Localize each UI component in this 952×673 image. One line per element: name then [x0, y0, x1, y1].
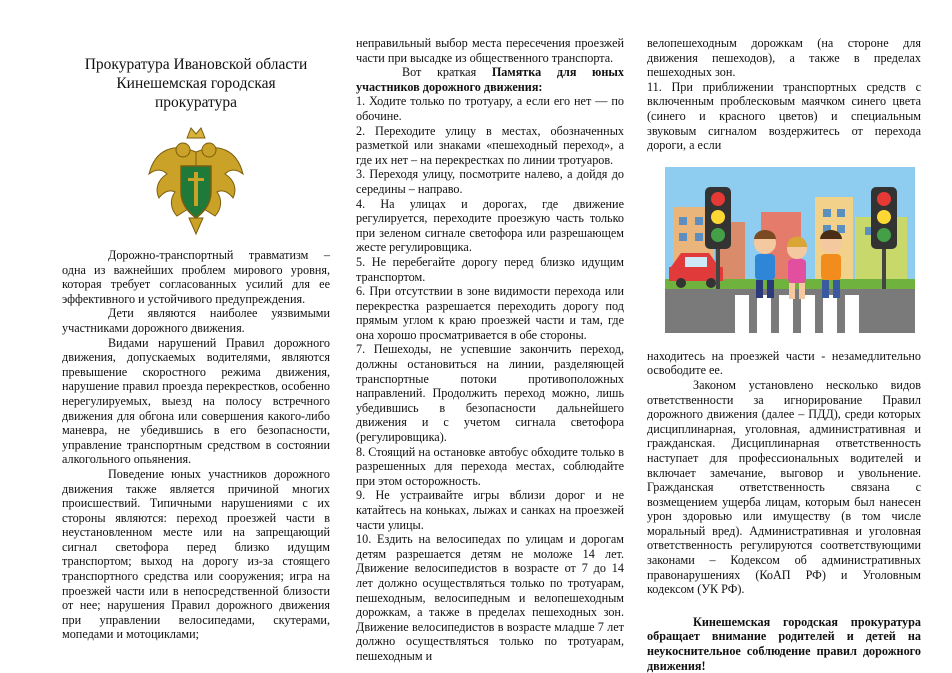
- prosecutor-emblem-icon: [143, 122, 249, 240]
- header-line-3: прокуратура: [154, 94, 238, 111]
- memo-item-10: 10. Ездить на велосипедах по улицам и дорогам детям разрешается детям не моложе 14 лет. Движение велосипедистов в возрасте от 7 до 14 лет должно осуществляться только по тротуарам, пешеходным, велосипедным и велопешеходным дорожкам, а также в пределах пешеходных зон. Движение велосипедистов в возрасте младше 7 лет должно осуществляться только по тротуарам, пешеходным и: [356, 532, 624, 663]
- driver-violations-paragraph: Видами нарушений Правил дорожного движения, допускаемых водителями, являются превышение скоростного режима движения, нарушение правил проезда перекрестков, особенно нерегулируемых, выезд на полосу встречного движения для обгона или совершения какого-либо маневра, не убедившись в его безопасности, управление транспортным средством в состоянии алкогольного опьянения.: [62, 335, 330, 467]
- memo-intro-plain: Вот краткая: [402, 65, 492, 80]
- column-3: [647, 36, 921, 673]
- memo-item-2: 2. Переходите улицу в местах, обозначенных разметкой или знаками «пешеходный переход», а где их нет – на перекрестках по линии тротуаров.: [356, 123, 624, 167]
- memo-item-7: 7. Пешеходы, не успевшие закончить переход, должны остановиться на линии, разделяющей транспортные потоки противоположных направлений. Продолжить переход можно, лишь убедившись в безопасности дальнейшего движения и с учетом сигнала светофора (регулировщика).: [356, 342, 624, 445]
- column-2: [356, 36, 624, 664]
- memo-item-8: 8. Стоящий на остановке автобус обходите только в разрешенных для перехода местах, соблюдайте при этом осторожность.: [356, 444, 624, 488]
- memo-item-9: 9. Не устраивайте игры вблизи дорог и не катайтесь на коньках, лыжах и санках на проезжей части улицы.: [356, 488, 624, 532]
- continuation-paragraph-3: велопешеходным дорожкам (на стороне для движения пешеходов), а также в пределах пешеходных зон.: [647, 36, 921, 80]
- children-vulnerable-paragraph: Дети являются наиболее уязвимыми участниками дорожного движения.: [62, 306, 330, 335]
- header-line-1: Прокуратура Ивановской области: [84, 56, 308, 73]
- young-participants-paragraph: Поведение юных участников дорожного движения также является причиной многих происшествий. Типичными нарушениями с их стороны являются: переход проезжей части в неустановленном месте или на запрещающий сигнал светофора перед близко идущим транспортом; выход на дорогу из-за стоящего транспортного средства или сооружения; игра на проезжей части или в непосредственной близости от нее; нарушения Правил дорожного движения при управлении велосипедами, скутерами, мопедами и мотоциклами;: [62, 466, 330, 642]
- memo-item-6: 6. При отсутствии в зоне видимости перехода или перекрестка разрешается переходить дорогу под прямым углом к краю проезжей части и там, где она хорошо просматривается в обе стороны.: [356, 284, 624, 342]
- memo-intro: [356, 65, 624, 94]
- header: [62, 55, 330, 112]
- children-crosswalk-illustration: [665, 167, 915, 333]
- memo-item-11-end: находитесь на проезжей части - незамедлительно освободите ее.: [647, 348, 921, 378]
- memo-item-5: 5. Не перебегайте дорогу перед близко идущим транспортом.: [356, 254, 624, 284]
- memo-item-11: 11. При приближении транспортных средств с включенным проблесковым маячком синего цвета (синего и красного цветов) и специальным звуковым сигналом воздержитесь от перехода дороги, а если: [647, 79, 921, 153]
- memo-item-3: 3. Переходя улицу, посмотрите налево, а дойдя до середины – направо.: [356, 167, 624, 196]
- intro-paragraph: Дорожно-транспортный травматизм – одна из важнейших проблем мирового уровня, которая требует согласованных усилий для ее эффективного и устойчивого предупреждения.: [62, 248, 330, 306]
- column-1: [62, 0, 330, 642]
- closing-statement: Кинешемская городская прокуратура обращает внимание родителей и детей на неукоснительное соблюдение правил дорожного движения!: [647, 614, 921, 673]
- memo-item-1: 1. Ходите только по тротуару, а если его нет — по обочине.: [356, 94, 624, 123]
- continuation-paragraph: неправильный выбор места пересечения проезжей части при высадке из общественного транспорта.: [356, 36, 624, 65]
- memo-intro-bold: Памятка для юных участников дорожного движения:: [356, 65, 624, 94]
- responsibility-paragraph: Законом установлено несколько видов ответственности за игнорирование Правил дорожного движения (далее – ПДД), среди которых дисциплинарная, уголовная, административная и гражданская. Дисциплинарная ответственность наступает для профессиональных водителей и включает замечание, выговор и увольнение. Гражданская ответственность связана с возмещением ущерба лицам, которым был нанесен урон здоровью или имуществу (в том числе моральный вред). Административная и уголовная ответственность регулируются соответствующими законами – Кодексом об административных правонарушениях (КоАП РФ) и Уголовным кодексом (УК РФ).: [647, 377, 921, 597]
- memo-item-4: 4. На улицах и дорогах, где движение регулируется, переходите проезжую часть только при зеленом сигнале светофора или разрешающем жесте регулировщика.: [356, 196, 624, 255]
- header-line-2: Кинешемская городская: [116, 75, 276, 92]
